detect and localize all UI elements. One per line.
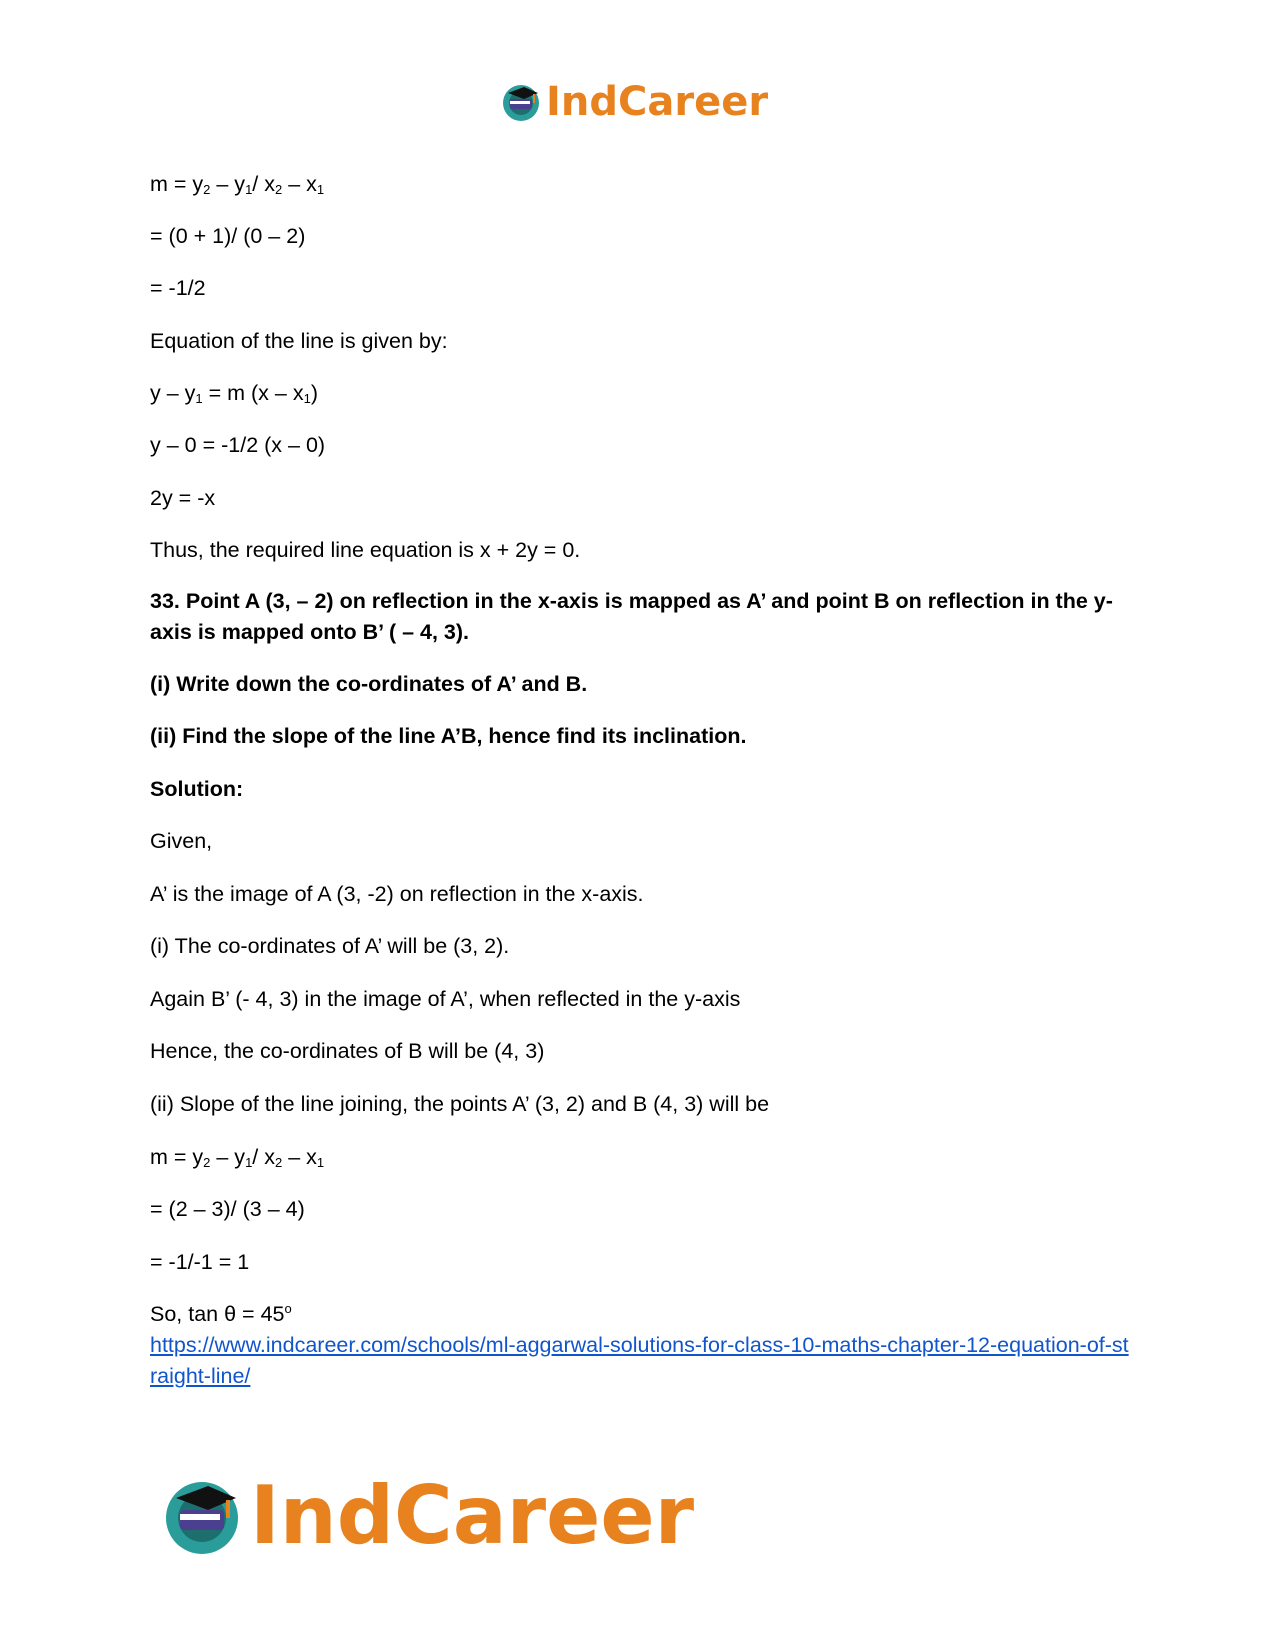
calc-line: = (2 – 3)/ (3 – 4) xyxy=(150,1197,305,1221)
solution-heading: Solution: xyxy=(150,777,244,801)
question-33: 33. Point A (3, – 2) on reflection in the x-axis is mapped as A’ and point B on reflection in the y-axis is mapped onto B’ ( – 4, 3). xyxy=(150,589,1113,644)
text-line: A’ is the image of A (3, -2) on reflection in the x-axis. xyxy=(150,882,644,906)
question-part-ii: (ii) Find the slope of the line A’B, hence find its inclination. xyxy=(150,724,747,748)
text-line: Again B’ (- 4, 3) in the image of A’, when reflected in the y-axis xyxy=(150,987,741,1011)
text-line: (i) The co-ordinates of A’ will be (3, 2). xyxy=(150,934,510,958)
calc-line: 2y = -x xyxy=(150,486,216,510)
calc-line: = -1/-1 = 1 xyxy=(150,1250,250,1274)
graduation-globe-icon xyxy=(500,81,542,123)
tan-line: So, $\tan \theta = 45^o$ xyxy=(150,1301,292,1326)
question-part-i: (i) Write down the co-ordinates of A’ and B. xyxy=(150,672,588,696)
point-slope-formula: $y - y_1 = m$ $(x - x_1)$ xyxy=(150,381,318,406)
text-line: Given, xyxy=(150,829,213,853)
logo-wordmark: IndCareer xyxy=(250,1469,695,1562)
slope-formula-1: $m = y_2 - y_1/$ $x_2 - x_1$ xyxy=(150,172,325,197)
header-logo xyxy=(500,78,768,126)
source-link[interactable]: https://www.indcareer.com/schools/ml-aggarwal-solutions-for-class-10-maths-chapter-12-equation-of-straight-line/ xyxy=(150,1333,1129,1388)
text-line: (ii) Slope of the line joining, the points A’ (3, 2) and B (4, 3) will be xyxy=(150,1092,770,1116)
calc-line: y – 0 = -1/2 (x – 0) xyxy=(150,433,326,457)
calc-line: = (0 + 1)/ (0 – 2) xyxy=(150,224,306,248)
text-line: Equation of the line is given by: xyxy=(150,329,448,353)
slope-formula-2: $m = y_2 - y_1/$ $x_2 - x_1$ xyxy=(150,1145,325,1170)
graduation-globe-icon xyxy=(160,1474,244,1558)
conclusion-line: Thus, the required line equation is x + 2y = 0. xyxy=(150,538,581,562)
calc-line: = -1/2 xyxy=(150,276,206,300)
footer-logo xyxy=(160,1470,694,1562)
text-line: Hence, the co-ordinates of B will be (4, 3) xyxy=(150,1039,545,1063)
logo-wordmark: IndCareer xyxy=(546,79,769,125)
